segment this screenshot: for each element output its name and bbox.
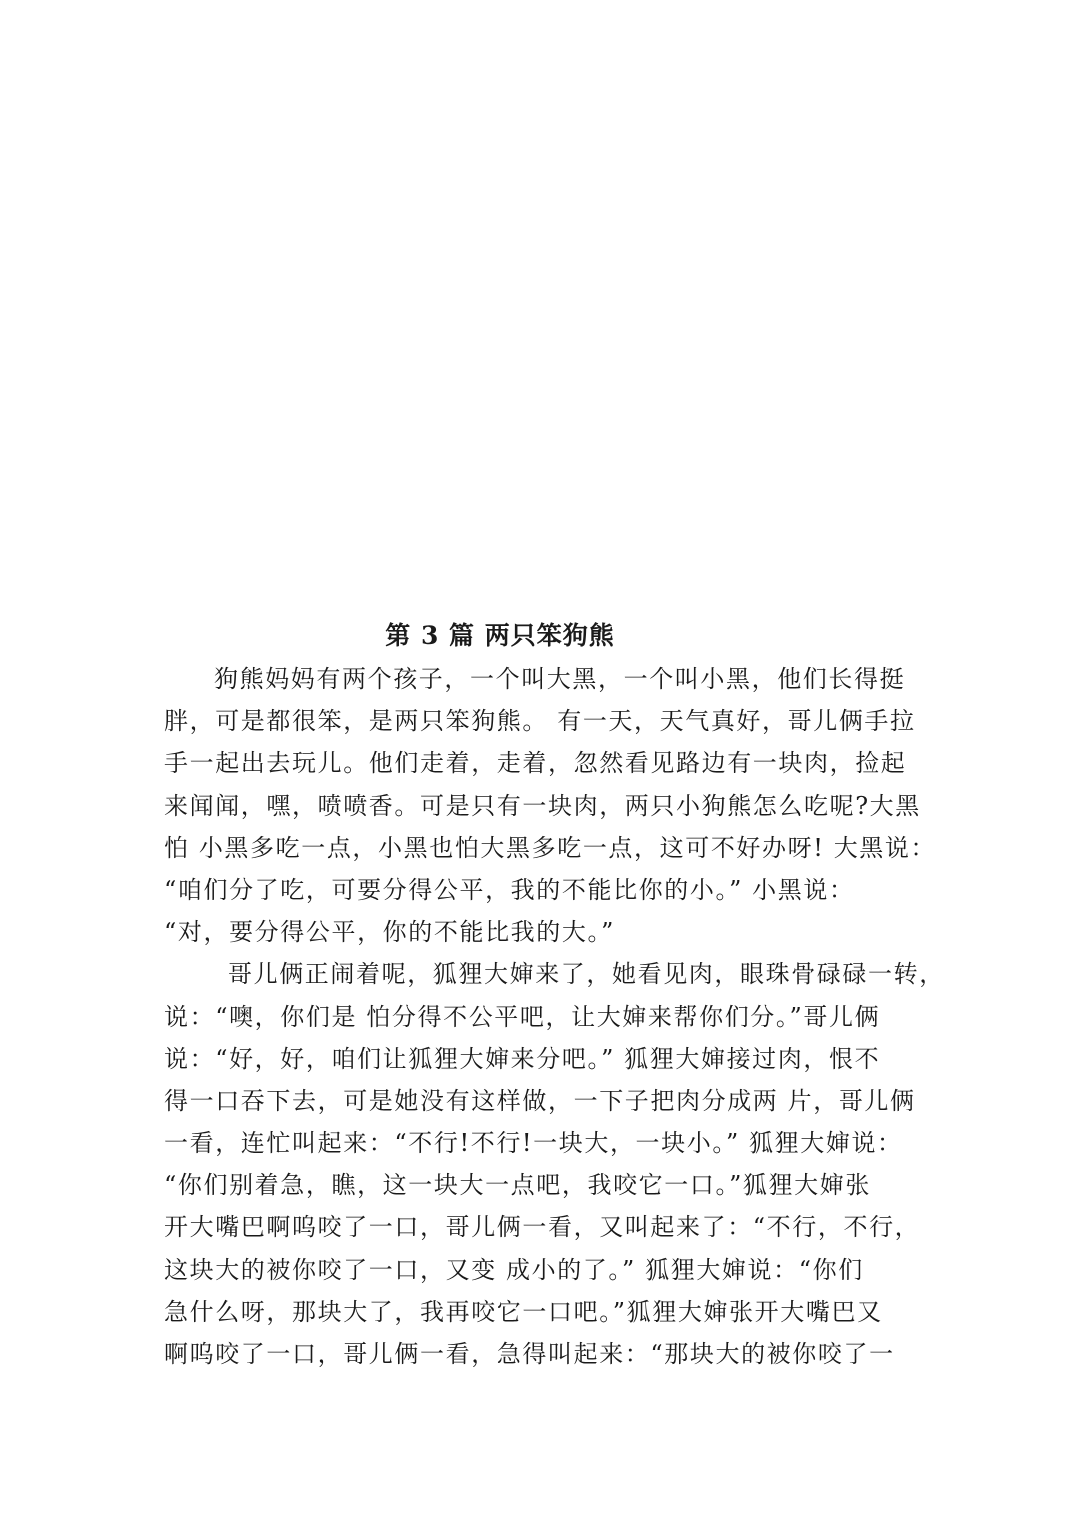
text-line: 手一起出去玩儿。他们走着，走着，忽然看见路边有一块肉，捡起 (164, 749, 907, 778)
text-line: “对，要分得公平，你的不能比我的大。” (164, 918, 615, 947)
text-line: 哥儿俩正闹着呢，狐狸大婶来了，她看见肉，眼珠骨碌碌一转， (228, 960, 945, 989)
text-line: 急什么呀，那块大了，我再咬它一口吧。”狐狸大婶张开大嘴巴又 (164, 1297, 883, 1326)
story-body (164, 658, 945, 1375)
text-line: 说：“噢，你们是 怕分得不公平吧，让大婶来帮你们分。”哥儿俩 (164, 1002, 881, 1031)
page-title: 第 3 篇 两只笨狗熊 (385, 621, 615, 650)
text-line: 怕 小黑多吃一点，小黑也怕大黑多吃一点，这可不好办呀! 大黑说： (164, 833, 937, 862)
text-line: 啊呜咬了一口，哥儿俩一看，急得叫起来：“那块大的被你咬了一 (164, 1340, 895, 1368)
text-line: 胖，可是都很笨，是两只笨狗熊。 有一天，天气真好，哥儿俩手拉 (164, 707, 916, 736)
paragraph-2 (164, 953, 945, 1375)
text-line: 狗熊妈妈有两个孩子，一个叫大黑，一个叫小黑，他们长得挺 (214, 665, 906, 693)
text-line: 说：“好，好，咱们让狐狸大婶来分吧。” 狐狸大婶接过肉，恨不 (164, 1044, 881, 1073)
text-line: “咱们分了吃，可要分得公平，我的不能比你的小。” 小黑说： (164, 875, 855, 904)
text-line: “你们别着急，瞧，这一块大一点吧，我咬它一口。”狐狸大婶张 (164, 1171, 871, 1200)
paragraph-1 (164, 658, 940, 953)
text-line: 开大嘴巴啊呜咬了一口，哥儿俩一看，又叫起来了：“不行，不行， (164, 1213, 921, 1242)
text-line: 一看，连忙叫起来：“不行!不行!一块大，一块小。” 狐狸大婶说： (164, 1129, 903, 1158)
text-line: 这块大的被你咬了一口，又变 成小的了。” 狐狸大婶说：“你们 (164, 1255, 864, 1284)
text-line: 得一口吞下去，可是她没有这样做，一下子把肉分成两 片，哥儿俩 (164, 1086, 916, 1115)
text-line: 来闻闻，嘿，喷喷香。可是只有一块肉，两只小狗熊怎么吃呢?大黑 (164, 791, 921, 820)
